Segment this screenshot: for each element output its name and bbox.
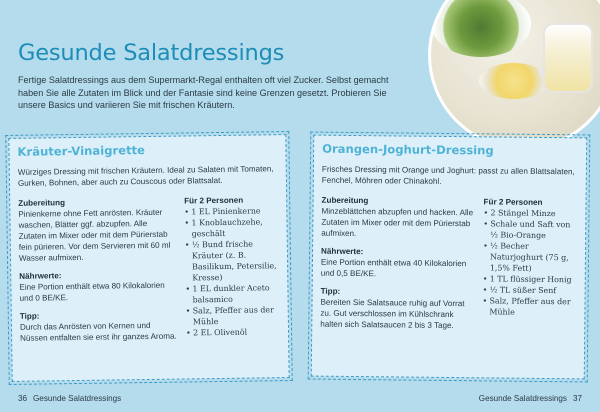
running-head-right: Gesunde Salatdressings	[478, 394, 567, 403]
ingredient-list	[482, 207, 579, 318]
ingredient-item: • Salz, Pfeffer aus der Mühle	[186, 304, 282, 327]
prep-text: Pinienkerne ohne Fett anrösten. Kräuter waschen, Blätter ggf. abzupfen. Alle Zutaten im Mixer oder mit dem Pürierstab fein pürieren. Vor dem Servieren mit 60 ml Wasser aufmixen.	[18, 207, 171, 263]
ingredient-item: • Schale und Saft von ½ Bio-Orange	[483, 218, 579, 241]
dressing-spoon-image	[479, 63, 549, 99]
ingredient-item: • ½ Becher Naturjoghurt (75 g, 1,5% Fett)	[483, 240, 579, 274]
ingredient-item: • ½ TL süßer Senf	[483, 284, 579, 296]
ingredient-item: • Salz, Pfeffer aus der Mühle	[482, 295, 578, 318]
nutrition-text: Eine Portion enthält etwa 80 Kilokalorien und 0 BE/KE.	[19, 280, 165, 303]
footer-left	[18, 394, 121, 403]
tip-text: Durch das Anrösten von Kernen und Nüssen entfalten sie erst ihr ganzes Aroma.	[19, 320, 177, 343]
running-head-left: Gesunde Salatdressings	[33, 394, 122, 403]
ingredient-item: • 1 EL Pinienkerne	[184, 205, 280, 217]
ingredient-item: • 1 TL flüssiger Honig	[483, 273, 579, 285]
recipe-title: Orangen-Joghurt-Dressing	[322, 141, 494, 158]
ingredient-item: • 1 Knoblauchzehe, geschält	[184, 216, 280, 239]
nutrition-heading: Nährwerte:	[19, 271, 62, 281]
recipe-title: Kräuter-Vinaigrette	[17, 143, 146, 159]
ingredient-item: • ½ Bund frische Kräuter (z. B. Basilikum, Petersilie, Kresse)	[185, 238, 282, 283]
ingredient-list	[184, 205, 282, 338]
page-title: Gesunde Salatdressings	[18, 40, 285, 66]
recipe-card-orange-yogurt	[311, 135, 588, 380]
footer-right	[479, 394, 582, 403]
ingredient-item: • 2 EL Olivenöl	[186, 326, 282, 338]
tip-heading: Tipp:	[19, 311, 40, 321]
prep-heading: Zubereitung	[18, 198, 66, 208]
page-number-right: 37	[572, 394, 582, 403]
recipe-description: Würziges Dressing mit frischen Kräutern. Ideal zu Salaten mit Tomaten, Gurken, Bohnen, aber auch zu Couscous oder Blattsalat.	[17, 164, 274, 188]
salad-bowl-image	[431, 0, 531, 57]
prep-heading: Zubereitung	[321, 195, 369, 206]
tip-text: Bereiten Sie Salatsauce ruhig auf Vorrat zu. Gut verschlossen im Kühlschrank halten sich Salatsaucen 2 bis 3 Tage.	[320, 297, 465, 331]
nutrition-text: Eine Portion enthält etwa 40 Kilokalorien und 0,5 BE/KE.	[320, 257, 467, 279]
nutrition-heading: Nährwerte:	[321, 246, 364, 257]
recipe-description: Frisches Dressing mit Orange und Joghurt: passt zu allen Blattsalaten, Fenchel, Möhren oder Chinakohl.	[321, 164, 575, 186]
servings-heading: Für 2 Personen	[483, 197, 543, 207]
servings-heading: Für 2 Personen	[184, 195, 244, 206]
tip-heading: Tipp:	[320, 286, 341, 296]
intro-text: Fertige Salatdressings aus dem Supermarkt-Regal enthalten oft viel Zucker. Selbst gemacht haben Sie alle Zutaten im Blick und der Fantasie sind keine Grenzen gesetzt. Probieren Sie unsere Basics und variieren Sie mit frischen Kräutern.	[18, 75, 389, 111]
ingredient-item: • 1 EL dunkler Aceto balsamico	[185, 282, 281, 305]
salad-dressing-photo	[428, 0, 600, 150]
page-number-left: 36	[18, 394, 28, 403]
recipe-card-vinaigrette	[8, 134, 289, 382]
prep-text: Minzeblättchen abzupfen und hacken. Alle Zutaten im Mixer oder mit dem Pürierstab aufmixen.	[321, 206, 474, 239]
ingredient-item: • 2 Stängel Minze	[483, 207, 579, 219]
dressing-jar-image	[543, 23, 593, 93]
